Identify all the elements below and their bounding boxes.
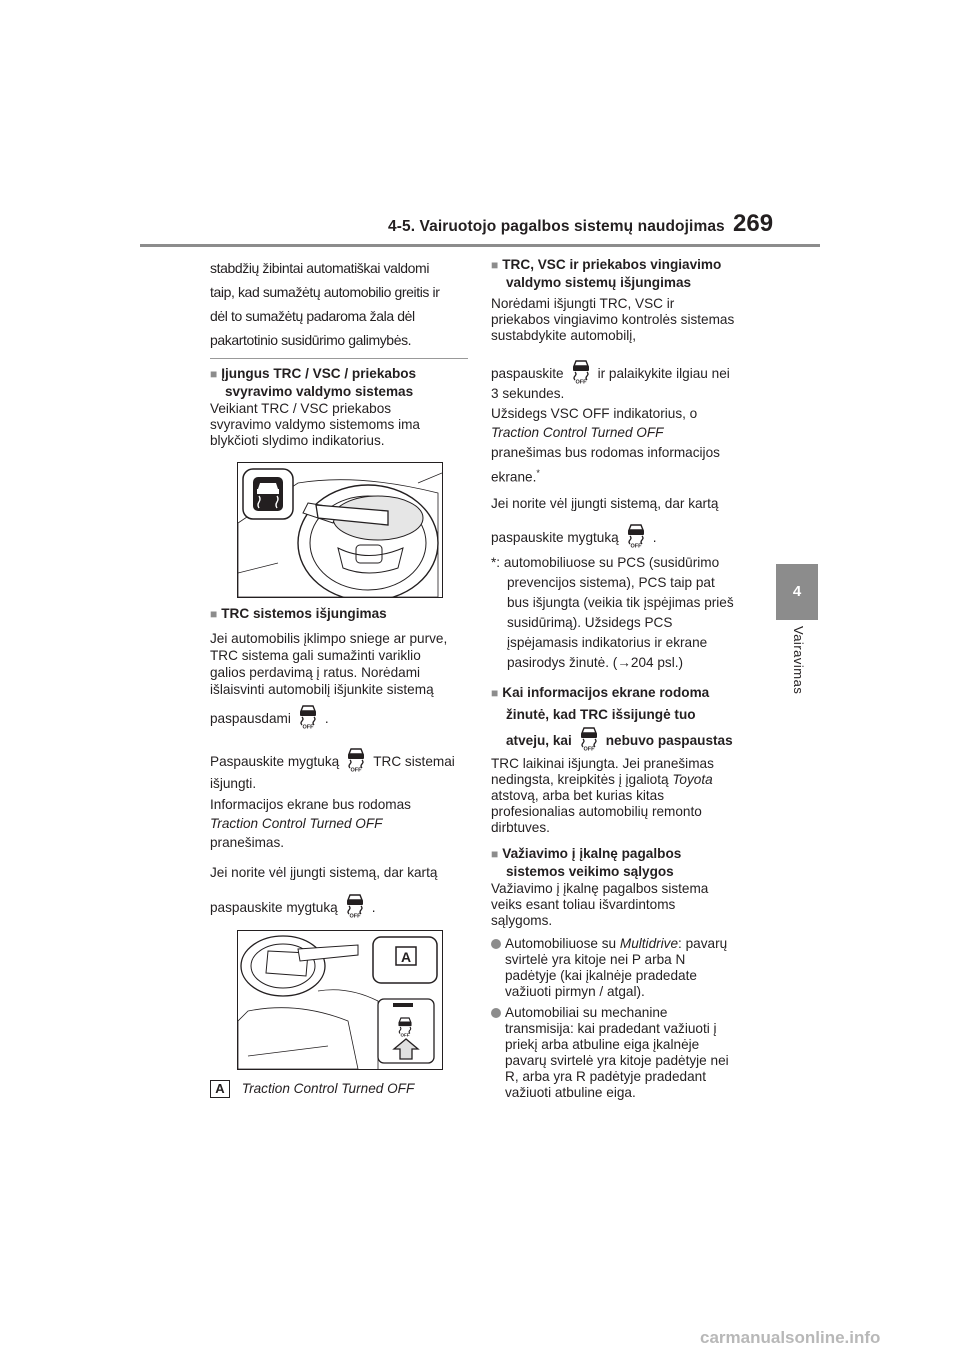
- bullet-manual: [491, 1005, 729, 1101]
- body-line: sustabdykite automobilį,: [491, 328, 637, 343]
- heading-text: TRC sistemos išjungimas: [221, 606, 387, 621]
- intro-line: stabdžių žibintai automatiškai valdomi: [210, 260, 430, 276]
- heading-line: TRC, VSC ir priekabos vingiavimo: [502, 257, 722, 272]
- body-line: transmisija: kai pradedant važiuoti į: [505, 1021, 717, 1036]
- header-rule: [140, 244, 820, 247]
- body-text: ir palaikykite ilgiau nei: [597, 366, 730, 381]
- intro-line: taip, kad sumažėtų automobilio greitis ir: [210, 284, 440, 300]
- heading-trc-message-end: [506, 727, 733, 751]
- body-line: Važiavimo į įkalnę pagalbos sistema: [491, 881, 709, 896]
- trc-off-switch-icon: [625, 524, 647, 548]
- square-bullet-icon: ■: [491, 258, 499, 272]
- body-line: profesionalias automobilių remonto: [491, 804, 702, 819]
- body-line: atstovą, arba bet kurias kitas: [491, 788, 665, 803]
- message-name: Traction Control Turned OFF: [210, 816, 383, 831]
- footnote-line: bus išjungta (veikia tik įspėjimas prieš: [507, 595, 734, 610]
- chapter-tab: 4: [776, 564, 818, 620]
- body-line: veiks esant toliau išvardintoms: [491, 897, 676, 912]
- body-line: priekį arba atbuline eiga įkalnėje: [505, 1037, 700, 1052]
- section-title: 4-5. Vairuotojo pagalbos sistemų naudojimas: [388, 218, 725, 235]
- heading-line: Važiavimo į įkalnę pagalbos: [502, 846, 682, 861]
- s2-p4-press: [210, 894, 375, 918]
- body-text: .: [371, 900, 376, 915]
- s2-p2-end: išjungti.: [210, 776, 257, 791]
- chapter-label: [782, 626, 810, 706]
- heading-line: žinutė, kad TRC išsijungė tuo: [506, 707, 696, 722]
- s2-p3-end: pranešimas.: [210, 835, 285, 850]
- intro-line: pakartotinio susidūrimo galimybės.: [210, 332, 412, 348]
- dashboard-message-figure: [237, 930, 443, 1070]
- s3-body: [491, 296, 734, 344]
- square-bullet-icon: ■: [210, 367, 218, 381]
- body-text: paspauskite mygtuką: [210, 900, 338, 915]
- brand-name: Toyota: [672, 772, 713, 787]
- heading-trc-off: [210, 605, 387, 623]
- square-bullet-icon: ■: [491, 686, 499, 700]
- body-line: dirbtuves.: [491, 820, 550, 835]
- body-text: Automobiliuose su: [505, 936, 617, 951]
- footnote-line: pasirodys žinutė. (→204 psl.): [507, 655, 684, 670]
- body-line: Norėdami išjungti TRC, VSC ir: [491, 296, 675, 311]
- body-line: važiuoti pirmyn / atgal).: [505, 984, 645, 999]
- s3-p3-press: [491, 524, 656, 548]
- footnote-line: *: automobiliuose su PCS (susidūrimo: [491, 555, 720, 570]
- body-line: padėtyje (kai įkalnėje pradedate: [505, 968, 697, 983]
- s3-p3-line: Jei norite vėl įjungti sistemą, dar kartą: [491, 496, 719, 511]
- body-line: išlaisvinti automobilį išjunkite sistemą: [210, 682, 434, 697]
- s3-seconds: 3 sekundes.: [491, 386, 565, 401]
- body-line: priekabos vingiavimo kontrolės sistemas: [491, 312, 735, 327]
- heading-line: valdymo sistemų išjungimas: [506, 275, 692, 290]
- body-line: važiuoti atbuline eiga.: [505, 1085, 636, 1100]
- s4-body: [491, 756, 714, 836]
- s3-p2-line: Užsidegs VSC OFF indikatorius, o: [491, 406, 698, 421]
- square-bullet-icon: ■: [491, 847, 499, 861]
- body-text: nedingsta, kreipkitės į įgaliotą: [491, 772, 669, 787]
- intro-line: dėl to sumažėtų padaroma žala dėl: [210, 308, 415, 324]
- heading-trc-message: [491, 684, 709, 723]
- body-text: paspausdami: [210, 711, 291, 726]
- body-text: ekrane.: [491, 469, 537, 485]
- s3-p2-line: pranešimas bus rodomas informacijos: [491, 445, 720, 460]
- figure-caption: [210, 1080, 414, 1098]
- s5-body: [491, 881, 708, 929]
- body-line: Veikiant TRC / VSC priekabos: [210, 401, 392, 416]
- intro-text: [210, 256, 440, 352]
- heading-line: sistemos veikimo sąlygos: [506, 864, 674, 879]
- transmission-name: Multidrive: [619, 936, 679, 951]
- heading-line: svyravimo valdymo sistemas: [225, 384, 414, 399]
- s2-p3-line: Informacijos ekrane bus rodomas: [210, 797, 411, 812]
- body-text: .: [652, 530, 657, 545]
- heading-line: Įjungus TRC / VSC / priekabos: [221, 366, 417, 381]
- trc-off-switch-icon: [345, 748, 367, 772]
- caption-text: Traction Control Turned OFF: [241, 1081, 415, 1096]
- s3-press-line: [491, 360, 730, 384]
- body-text: paspauskite: [491, 366, 564, 381]
- footnote-marker: *: [536, 468, 540, 478]
- body-text: : pavarų: [678, 936, 728, 951]
- s2-p4-line: Jei norite vėl įjungti sistemą, dar kartą: [210, 865, 438, 880]
- heading-hill-start: [491, 845, 681, 880]
- body-line: svyravimo valdymo sistemoms ima: [210, 417, 420, 432]
- body-line: svirtelė yra kitoje nei P arba N: [505, 952, 686, 967]
- heading-trc-vsc-on: [210, 365, 416, 400]
- square-bullet-icon: ■: [210, 607, 218, 621]
- s2-body: [210, 630, 447, 698]
- bullet-multidrive: [491, 936, 727, 1000]
- footnote-line: įspėjamasis indikatorius ir ekrane: [507, 635, 708, 650]
- heading-line: Kai informacijos ekrane rodoma: [502, 685, 710, 700]
- figure-label: A: [210, 1080, 230, 1098]
- chapter-label-text: Vairavimas: [791, 626, 806, 695]
- s3-p2-end: [491, 465, 540, 486]
- s1-body: [210, 401, 420, 449]
- body-line: Jei automobilis įklimpo sniege ar purve,: [210, 631, 448, 646]
- section-divider: [210, 358, 468, 359]
- heading-trc-vsc-off: [491, 256, 721, 291]
- trc-off-switch-icon: [578, 727, 600, 751]
- heading-text: atveju, kai: [506, 733, 572, 748]
- trc-off-switch-icon: [297, 705, 319, 729]
- body-text: paspauskite mygtuką: [491, 530, 619, 545]
- body-line: TRC laikinai išjungta. Jei pranešimas: [491, 756, 714, 771]
- body-line: galios perdavimą į ratus. Norėdami: [210, 665, 421, 680]
- heading-text: nebuvo paspaustas: [605, 733, 733, 748]
- dashboard-slip-indicator-figure: [237, 462, 443, 598]
- footnote-line: susidūrimą). Užsidegs PCS: [507, 615, 673, 630]
- footnote: [491, 553, 734, 673]
- s2-press-line: [210, 705, 329, 729]
- round-bullet-icon: [491, 1008, 501, 1018]
- body-line: R, arba yra R padėtyje pradedant: [505, 1069, 707, 1084]
- trc-off-switch-icon: [570, 360, 592, 384]
- body-line: TRC sistema gali sumažinti variklio: [210, 648, 421, 663]
- trc-off-switch-icon: [344, 894, 366, 918]
- page-number: 269: [733, 210, 774, 237]
- body-text: TRC sistemai: [373, 754, 455, 769]
- body-line: blykčioti slydimo indikatorius.: [210, 433, 385, 448]
- s2-p2: [210, 748, 455, 772]
- svg-text:A: A: [400, 949, 412, 965]
- message-name: Traction Control Turned OFF: [491, 425, 664, 440]
- body-text: .: [324, 711, 329, 726]
- body-text: Automobiliai su mechanine: [505, 1005, 668, 1020]
- watermark: carmanualsonline.info: [700, 1328, 881, 1347]
- body-text: Paspauskite mygtuką: [210, 754, 340, 769]
- round-bullet-icon: [491, 939, 501, 949]
- body-line: sąlygoms.: [491, 913, 553, 928]
- body-line: pavarų svirtelė yra kitoje padėtyje nei: [505, 1053, 729, 1068]
- footnote-line: prevencijos sistema), PCS taip pat: [507, 575, 715, 590]
